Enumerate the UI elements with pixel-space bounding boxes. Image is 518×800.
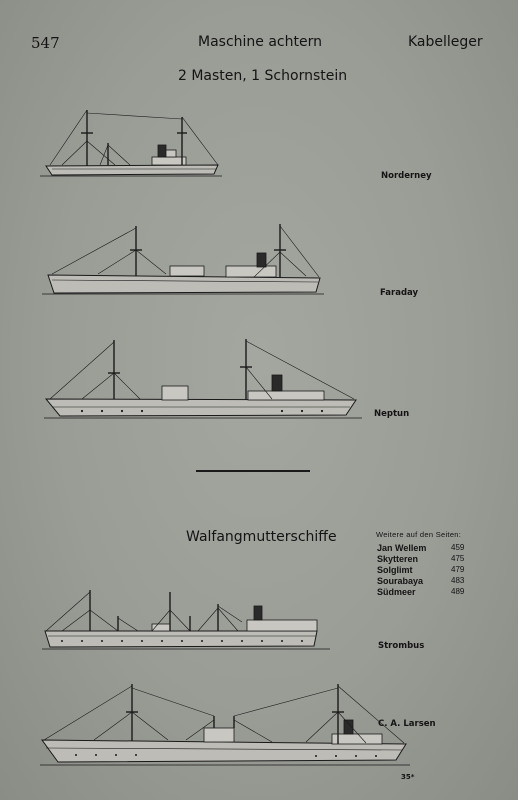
ship-drawing-strombus	[42, 588, 332, 652]
also-ship-name: Sourabaya	[377, 576, 424, 586]
ship-label-norderney: Norderney	[381, 171, 432, 181]
section-divider	[196, 470, 310, 472]
also-ship-page: 475	[451, 554, 465, 563]
also-ship-name: Jan Wellem	[377, 543, 427, 553]
also-ship-page: 483	[451, 576, 465, 585]
page-number: 547	[31, 34, 60, 52]
also-on-pages-title: Weitere auf den Seiten:	[376, 530, 462, 539]
also-ship-page: 489	[451, 587, 465, 596]
also-ship-name: Solglimt	[377, 565, 413, 575]
also-ship-name: Südmeer	[377, 587, 416, 597]
ship-label-ca-larsen: C. A. Larsen	[378, 719, 436, 729]
ship-label-faraday: Faraday	[380, 288, 419, 298]
printer-signature: 35*	[401, 773, 415, 781]
also-ship-page: 479	[451, 565, 465, 574]
ship-label-neptun: Neptun	[374, 409, 410, 419]
also-row	[377, 565, 477, 575]
ship-drawing-norderney	[40, 105, 225, 180]
ship-drawing-ca-larsen	[36, 680, 412, 770]
section-heading: Maschine achtern	[198, 34, 322, 50]
also-row	[377, 587, 477, 597]
section2-title: Walfangmutterschiffe	[186, 529, 337, 545]
also-ship-page: 459	[451, 543, 465, 552]
also-row	[377, 543, 477, 553]
also-ship-name: Skytteren	[377, 554, 419, 564]
ship-drawing-faraday	[40, 222, 325, 298]
also-row	[377, 576, 477, 586]
subtitle: 2 Masten, 1 Schornstein	[178, 68, 348, 84]
ship-drawing-neptun	[42, 337, 364, 423]
category-heading: Kabelleger	[408, 34, 483, 50]
also-row	[377, 554, 477, 564]
ship-label-strombus: Strombus	[378, 641, 425, 651]
